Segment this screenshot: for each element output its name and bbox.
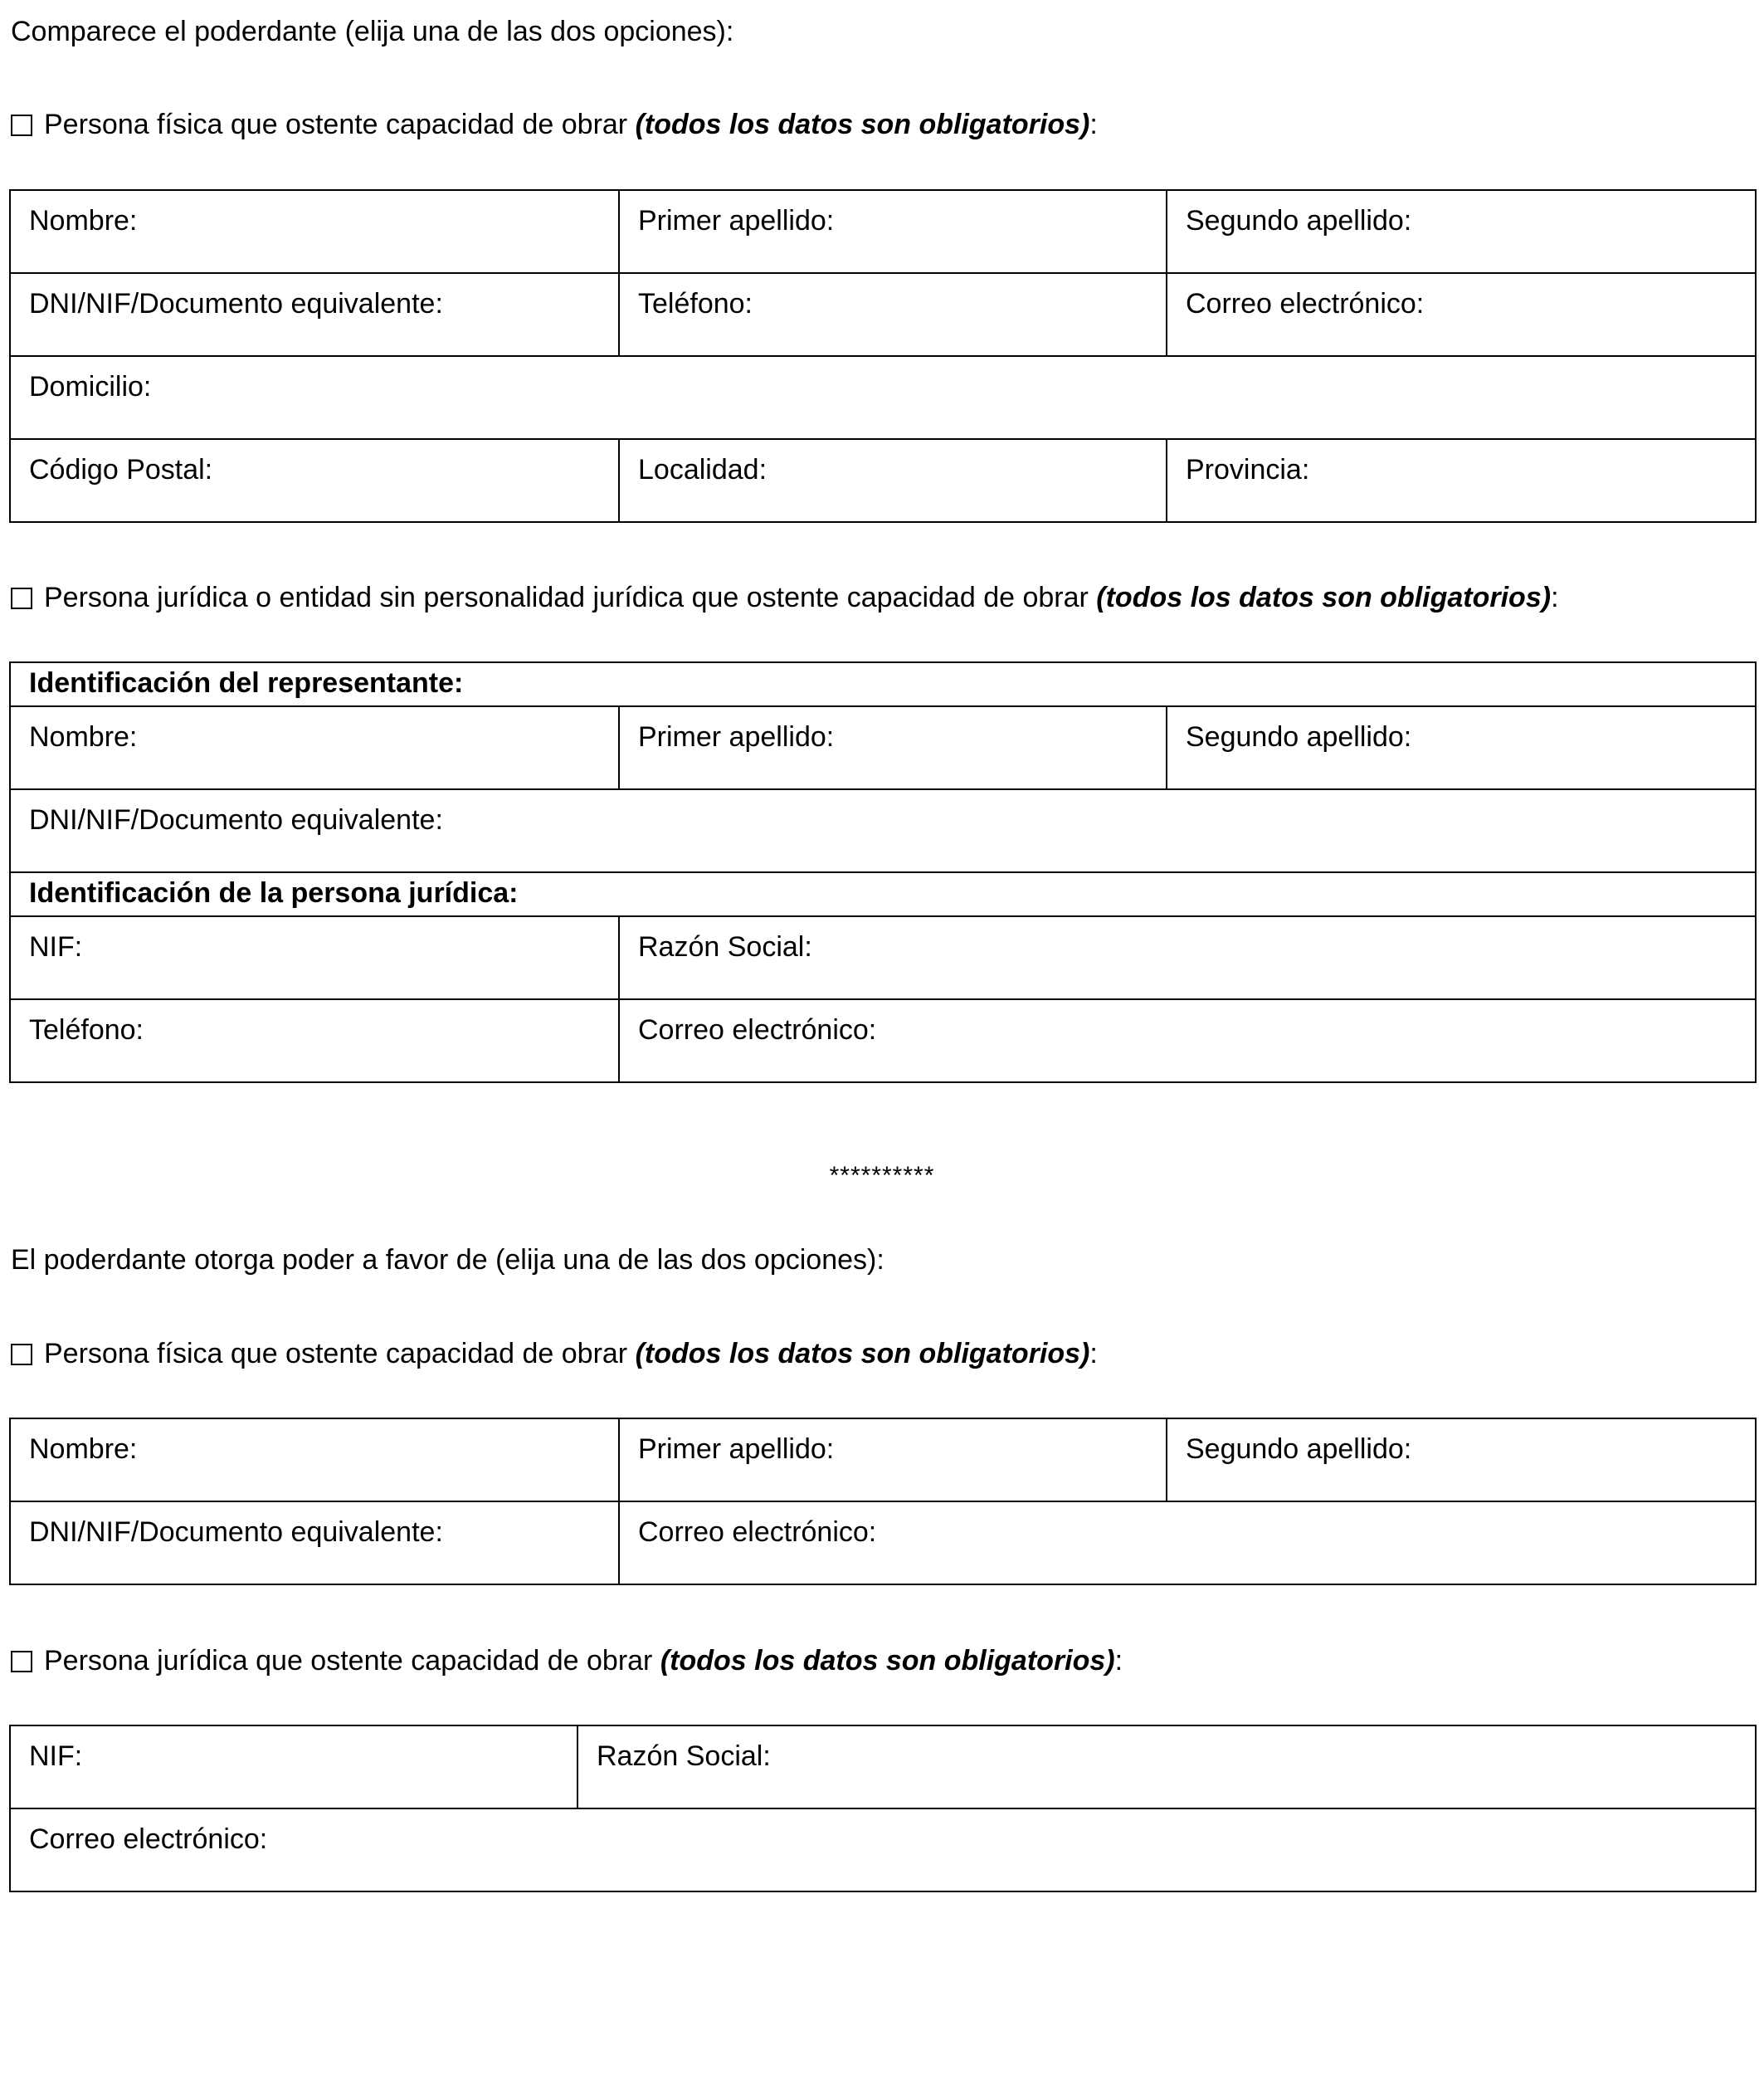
field-dni[interactable]: DNI/NIF/Documento equivalente: (10, 1501, 619, 1584)
field-correo[interactable]: Correo electrónico: (619, 999, 1756, 1082)
field-domicilio[interactable]: Domicilio: (10, 356, 1756, 439)
option-apoderado-persona-fisica[interactable] (11, 1337, 1098, 1370)
poderdante-persona-fisica-table (9, 189, 1757, 523)
obligatorio-note: (todos los datos son obligatorios) (1096, 582, 1552, 613)
option-suffix: : (1089, 109, 1098, 140)
apoderado-persona-fisica-table (9, 1418, 1757, 1585)
field-provincia[interactable]: Provincia: (1167, 439, 1756, 522)
field-primer-apellido[interactable]: Primer apellido: (619, 190, 1167, 273)
field-nif[interactable]: NIF: (10, 916, 619, 999)
field-telefono[interactable]: Teléfono: (619, 273, 1167, 356)
option-apoderado-persona-juridica[interactable] (11, 1644, 1123, 1677)
field-segundo-apellido[interactable]: Segundo apellido: (1167, 190, 1756, 273)
header-representante: Identificación del representante: (10, 662, 1756, 706)
checkbox-poderdante-persona-fisica[interactable] (11, 115, 32, 136)
field-dni[interactable]: DNI/NIF/Documento equivalente: (10, 789, 1756, 872)
obligatorio-note: (todos los datos son obligatorios) (635, 1338, 1090, 1369)
checkbox-poderdante-persona-juridica[interactable] (11, 588, 32, 609)
obligatorio-note: (todos los datos son obligatorios) (660, 1645, 1115, 1677)
field-telefono[interactable]: Teléfono: (10, 999, 619, 1082)
checkbox-apoderado-persona-fisica[interactable] (11, 1344, 32, 1365)
field-correo[interactable]: Correo electrónico: (619, 1501, 1756, 1584)
field-correo[interactable]: Correo electrónico: (10, 1808, 1756, 1891)
option-suffix: : (1114, 1645, 1123, 1677)
field-correo[interactable]: Correo electrónico: (1167, 273, 1756, 356)
option-label: Persona física que ostente capacidad de obrar (44, 1338, 636, 1369)
checkbox-apoderado-persona-juridica[interactable] (11, 1651, 32, 1672)
option-suffix: : (1089, 1338, 1098, 1369)
apoderado-persona-juridica-table (9, 1725, 1757, 1892)
field-dni[interactable]: DNI/NIF/Documento equivalente: (10, 273, 619, 356)
field-nombre[interactable]: Nombre: (10, 190, 619, 273)
header-persona-juridica: Identificación de la persona jurídica: (10, 872, 1756, 916)
field-segundo-apellido[interactable]: Segundo apellido: (1167, 706, 1756, 789)
poderdante-persona-juridica-table (9, 661, 1757, 1083)
option-label: Persona física que ostente capacidad de obrar (44, 109, 636, 140)
option-label: Persona jurídica que ostente capacidad de obrar (44, 1645, 660, 1677)
separator: ********** (829, 1162, 935, 1189)
option-suffix: : (1551, 582, 1559, 613)
apoderado-intro: El poderdante otorga poder a favor de (elija una de las dos opciones): (11, 1244, 884, 1276)
option-poderdante-persona-juridica[interactable] (11, 581, 1559, 614)
poderdante-intro: Comparece el poderdante (elija una de las dos opciones): (11, 16, 734, 47)
field-nombre[interactable]: Nombre: (10, 1418, 619, 1501)
field-nif[interactable]: NIF: (10, 1725, 577, 1808)
option-poderdante-persona-fisica[interactable] (11, 108, 1098, 141)
field-razon-social[interactable]: Razón Social: (577, 1725, 1756, 1808)
field-primer-apellido[interactable]: Primer apellido: (619, 1418, 1167, 1501)
field-nombre[interactable]: Nombre: (10, 706, 619, 789)
field-razon-social[interactable]: Razón Social: (619, 916, 1756, 999)
field-primer-apellido[interactable]: Primer apellido: (619, 706, 1167, 789)
option-label: Persona jurídica o entidad sin personalidad jurídica que ostente capacidad de obrar (44, 582, 1097, 613)
field-codigo-postal[interactable]: Código Postal: (10, 439, 619, 522)
field-localidad[interactable]: Localidad: (619, 439, 1167, 522)
field-segundo-apellido[interactable]: Segundo apellido: (1167, 1418, 1756, 1501)
obligatorio-note: (todos los datos son obligatorios) (635, 109, 1090, 140)
